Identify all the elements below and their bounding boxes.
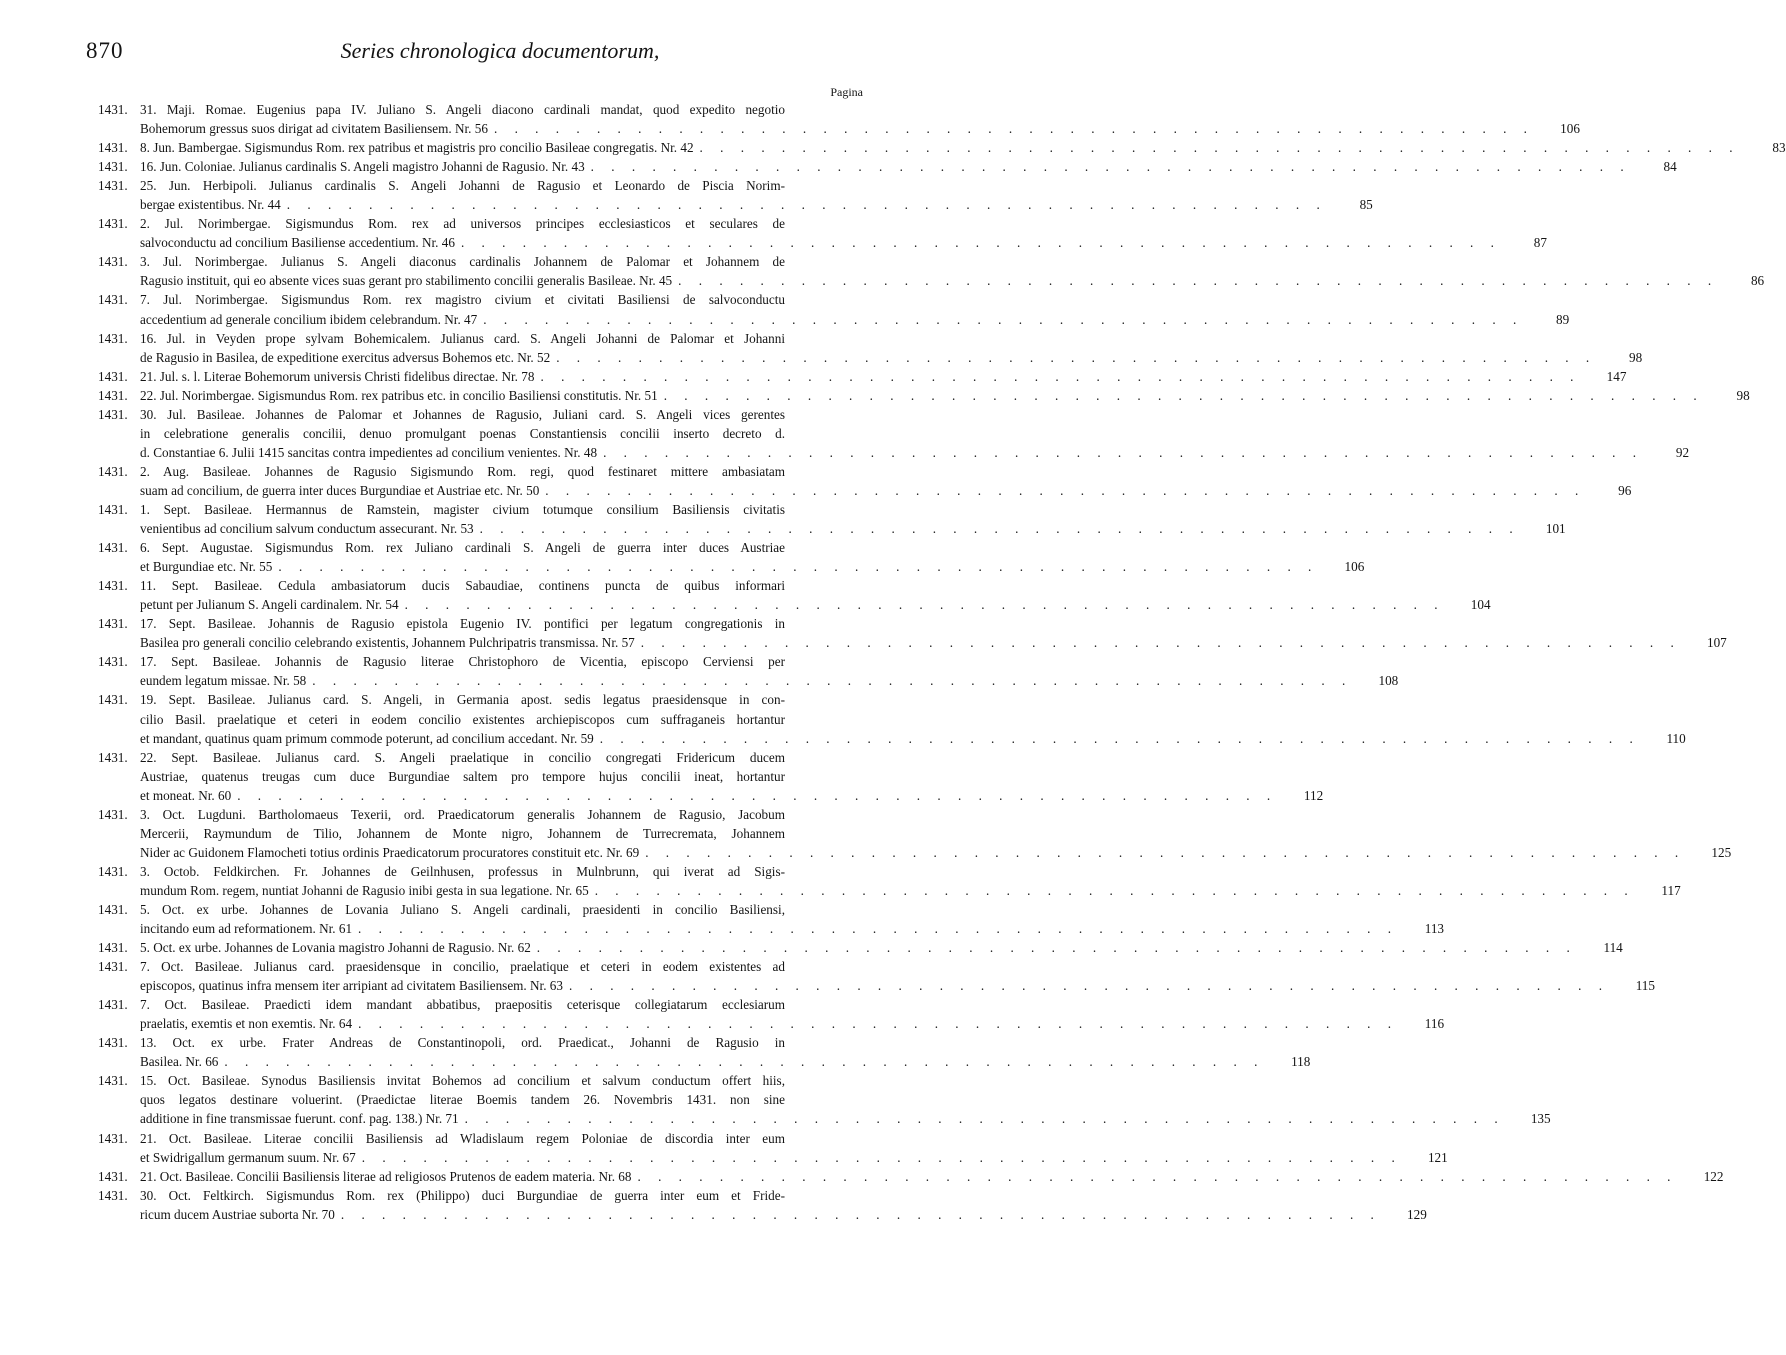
document-entry — [98, 100, 1580, 138]
entry-year: 1431. — [98, 1073, 128, 1089]
leader-dots: . . . . . . . . . . . . . . . . . . . . . . . . . . . . . . . . . . . . . . . . . . . . . . . . . . . — [590, 159, 1631, 175]
page-reference: 89 — [1556, 311, 1570, 327]
leader-dots: . . . . . . . . . . . . . . . . . . . . . . . . . . . . . . . . . . . . . . . . . . . . . . . . . . . — [460, 235, 1501, 251]
entry-text — [140, 900, 1445, 938]
entry-line: 5. Oct. ex urbe. Johannes de Lovania magistro Johanni de Ragusio. Nr. 62 — [140, 940, 531, 956]
entry-line: petunt per Julianum S. Angeli cardinalem. Nr. 54 — [140, 597, 399, 613]
entry-year: 1431. — [98, 654, 128, 670]
leader-dots: . . . . . . . . . . . . . . . . . . . . . . . . . . . . . . . . . . . . . . . . . . . . . . . . . . . — [637, 1168, 1678, 1184]
entry-year: 1431. — [98, 578, 128, 594]
document-entry — [98, 462, 1632, 500]
entry-line: accedentium ad generale concilium ibidem celebrandum. Nr. 47 — [140, 311, 478, 327]
entry-text — [140, 1071, 1551, 1128]
entry-year: 1431. — [98, 406, 128, 422]
entry-year: 1431. — [98, 692, 128, 708]
document-entry — [98, 805, 1732, 862]
page-reference: 129 — [1407, 1206, 1427, 1222]
leader-dots: . . . . . . . . . . . . . . . . . . . . . . . . . . . . . . . . . . . . . . . . . . . . . . . . . . . — [663, 387, 1704, 403]
page-reference: 107 — [1706, 635, 1727, 651]
entry-text — [140, 1033, 1311, 1071]
entry-line: 17. Sept. Basileae. Johannis de Ragusio literae Christophoro de Vicentia, episcopo Cerviensi per — [140, 654, 785, 670]
document-entry — [98, 214, 1547, 252]
document-entry — [98, 329, 1643, 367]
entry-line: venientibus ad concilium salvum conductum assecurant. Nr. 53 — [140, 521, 474, 537]
entry-line: 16. Jun. Coloniae. Julianus cardinalis S. Angeli magistro Johanni de Ragusio. Nr. 43 — [140, 159, 585, 175]
entry-text — [140, 1167, 1724, 1186]
entry-line: quos legatos destinare voluerint. (Praedictae literae Boemis tandem 26. Novembris 1431. non sine — [140, 1092, 785, 1108]
entry-line: 3. Jul. Norimbergae. Julianus S. Angeli diaconus cardinalis Johannem de Palomar et Johannem de — [140, 254, 785, 270]
entry-text — [140, 214, 1547, 252]
leader-dots: . . . . . . . . . . . . . . . . . . . . . . . . . . . . . . . . . . . . . . . . . . . . . . . . . . . — [464, 1111, 1505, 1127]
leader-dots: . . . . . . . . . . . . . . . . . . . . . . . . . . . . . . . . . . . . . . . . . . . . . . . . . . . — [493, 121, 1534, 137]
entry-text — [140, 805, 1732, 862]
leader-dots: . . . . . . . . . . . . . . . . . . . . . . . . . . . . . . . . . . . . . . . . . . . . . . . . . . . — [540, 368, 1581, 384]
entry-text — [140, 252, 1765, 290]
leader-dots: . . . . . . . . . . . . . . . . . . . . . . . . . . . . . . . . . . . . . . . . . . . . . . . . . . . — [286, 197, 1327, 213]
document-entry — [98, 386, 1750, 405]
entry-line: salvoconductu ad concilium Basiliense accedentium. Nr. 46 — [140, 235, 455, 251]
entry-year: 1431. — [98, 616, 128, 632]
entry-text — [140, 538, 1365, 576]
entry-text — [140, 462, 1632, 500]
page-reference: 98 — [1736, 387, 1750, 403]
document-entry — [98, 614, 1727, 652]
entry-line: 11. Sept. Basileae. Cedula ambasiatorum ducis Sabaudiae, continens puncta de quibus informari — [140, 578, 785, 594]
leader-dots: . . . . . . . . . . . . . . . . . . . . . . . . . . . . . . . . . . . . . . . . . . . . . . . . . . . — [358, 921, 1399, 937]
leader-dots: . . . . . . . . . . . . . . . . . . . . . . . . . . . . . . . . . . . . . . . . . . . . . . . . . . . — [479, 521, 1520, 537]
entry-line: Nider ac Guidonem Flamocheti totius ordinis Praedicatorum procuratores constituit etc. Nr. 69 — [140, 844, 640, 860]
entry-line: 21. Oct. Basileae. Concilii Basiliensis literae ad religiosos Prutenos de eadem materia. Nr. 68 — [140, 1168, 632, 1184]
document-entry — [98, 500, 1566, 538]
entry-line: 19. Sept. Basileae. Julianus card. S. Angeli, in Germania apost. sedis legatus praesidensque in con- — [140, 692, 785, 708]
document-entry — [98, 290, 1570, 328]
pagina-column-label: Pagina — [830, 85, 863, 99]
page-reference: 86 — [1750, 273, 1765, 289]
document-list — [98, 100, 1786, 1224]
document-entry — [98, 938, 1623, 957]
document-entry — [98, 538, 1365, 576]
entry-year: 1431. — [98, 254, 128, 270]
entry-year: 1431. — [98, 292, 128, 308]
document-entry — [98, 176, 1373, 214]
page-reference: 83 — [1772, 140, 1786, 156]
entry-year: 1431. — [98, 368, 128, 384]
entry-year: 1431. — [98, 1035, 128, 1051]
entry-year: 1431. — [98, 806, 128, 822]
leader-dots: . . . . . . . . . . . . . . . . . . . . . . . . . . . . . . . . . . . . . . . . . . . . . . . . . . . — [224, 1054, 1265, 1070]
entry-line: 5. Oct. ex urbe. Johannes de Lovania Juliano S. Angeli cardinali, praesidenti in concilio Basiliensi, — [140, 901, 785, 917]
entry-line: 2. Aug. Basileae. Johannes de Ragusio Sigismundo Rom. regi, quod festinaret mittere ambasiatam — [140, 463, 785, 479]
document-entry — [98, 576, 1491, 614]
document-entry — [98, 862, 1681, 900]
entry-line: praelatis, exemtis et non exemtis. Nr. 64 — [140, 1016, 353, 1032]
page-reference: 85 — [1359, 197, 1373, 213]
leader-dots: . . . . . . . . . . . . . . . . . . . . . . . . . . . . . . . . . . . . . . . . . . . . . . . . . . . — [645, 844, 1686, 860]
entry-year: 1431. — [98, 159, 128, 175]
document-entry — [98, 405, 1690, 462]
entry-line: 7. Oct. Basileae. Praedicti idem mandant abbatibus, praepositis ceterisque collegiatarum ecclesiarum — [140, 997, 785, 1013]
entry-line: 7. Oct. Basileae. Julianus card. praesidensque in concilio, praelatique et ceteri in eodem existentes ad — [140, 959, 785, 975]
entry-year: 1431. — [98, 1168, 128, 1184]
entry-text — [140, 862, 1681, 900]
entry-line: 7. Jul. Norimbergae. Sigismundus Rom. rex magistro civium et civitati Basiliensi de salvoconductu — [140, 292, 785, 308]
entry-text — [140, 405, 1690, 462]
entry-line: Bohemorum gressus suos dirigat ad civitatem Basiliensem. Nr. 56 — [140, 121, 488, 137]
page-reference: 101 — [1545, 521, 1566, 537]
page-reference: 116 — [1424, 1016, 1445, 1032]
page-reference: 121 — [1427, 1149, 1448, 1165]
entry-line: 15. Oct. Basileae. Synodus Basiliensis invitat Bohemos ad concilium et salvum conductum offert hiis, — [140, 1073, 785, 1089]
page-reference: 117 — [1661, 882, 1681, 898]
entry-line: 2. Jul. Norimbergae. Sigismundus Rom. rex ad universos principes ecclesiasticos et seculares de — [140, 216, 785, 232]
leader-dots: . . . . . . . . . . . . . . . . . . . . . . . . . . . . . . . . . . . . . . . . . . . . . . . . . . . — [361, 1149, 1402, 1165]
document-entry — [98, 1167, 1724, 1186]
leader-dots: . . . . . . . . . . . . . . . . . . . . . . . . . . . . . . . . . . . . . . . . . . . . . . . . . . . — [569, 978, 1609, 994]
entry-line: 13. Oct. ex urbe. Frater Andreas de Constantinopoli, ord. Praedicat., Johanni de Ragusio in — [140, 1035, 785, 1051]
document-entry — [98, 748, 1324, 805]
leader-dots: . . . . . . . . . . . . . . . . . . . . . . . . . . . . . . . . . . . . . . . . . . . . . . . . . . . — [556, 349, 1597, 365]
entry-year: 1431. — [98, 863, 128, 879]
page-reference: 106 — [1344, 559, 1365, 575]
entry-line: d. Constantiae 6. Julii 1415 sancitas contra impedientes ad concilium venientes. Nr. 48 — [140, 444, 598, 460]
document-entry — [98, 690, 1686, 747]
entry-year: 1431. — [98, 1187, 128, 1203]
entry-line: Mercerii, Raymundum de Tilio, Johannem de Monte nigro, Johannem de Turrecremata, Johannem — [140, 825, 785, 841]
page-reference: 106 — [1560, 121, 1580, 137]
entry-year: 1431. — [98, 940, 128, 956]
page-reference: 114 — [1603, 940, 1623, 956]
document-entry — [98, 1071, 1551, 1128]
document-entry — [98, 900, 1445, 938]
leader-dots: . . . . . . . . . . . . . . . . . . . . . . . . . . . . . . . . . . . . . . . . . . . . . . . . . . . — [640, 635, 1681, 651]
entry-year: 1431. — [98, 540, 128, 556]
entry-text — [140, 367, 1627, 386]
leader-dots: . . . . . . . . . . . . . . . . . . . . . . . . . . . . . . . . . . . . . . . . . . . . . . . . . . . — [278, 559, 1319, 575]
entry-year: 1431. — [98, 463, 128, 479]
entry-line: 21. Oct. Basileae. Literae concilii Basiliensis ad Wladislaum regem Poloniae de discordia inter eum — [140, 1130, 785, 1146]
page-reference: 122 — [1703, 1168, 1724, 1184]
document-entry — [98, 367, 1627, 386]
document-entry — [98, 957, 1655, 995]
entry-line: 31. Maji. Romae. Eugenius papa IV. Juliano S. Angeli diacono cardinali mandat, quod expedito negotio — [140, 102, 785, 117]
entry-year: 1431. — [98, 749, 128, 765]
document-entry — [98, 1186, 1427, 1224]
entry-line: ricum ducem Austriae suborta Nr. 70 — [140, 1206, 335, 1222]
page-reference: 115 — [1635, 978, 1655, 994]
leader-dots: . . . . . . . . . . . . . . . . . . . . . . . . . . . . . . . . . . . . . . . . . . . . . . . . . . . — [594, 882, 1635, 898]
entry-text — [140, 100, 1580, 138]
entry-year: 1431. — [98, 102, 128, 117]
leader-dots: . . . . . . . . . . . . . . . . . . . . . . . . . . . . . . . . . . . . . . . . . . . . . . . . . . . — [358, 1016, 1399, 1032]
entry-text — [140, 690, 1686, 747]
page-reference: 96 — [1618, 482, 1632, 498]
entry-line: Basilea pro generali concilio celebrando existentis, Johannem Pulchripatris transmissa. Nr. 57 — [140, 635, 635, 651]
entry-line: 22. Sept. Basileae. Julianus card. S. Angeli praelatique in concilio congregati Fridericum ducem — [140, 749, 785, 765]
entry-text — [140, 290, 1570, 328]
entry-text — [140, 652, 1399, 690]
leader-dots: . . . . . . . . . . . . . . . . . . . . . . . . . . . . . . . . . . . . . . . . . . . . . . . . . . . — [599, 730, 1640, 746]
entry-line: 21. Jul. s. l. Literae Bohemorum universis Christi fidelibus directae. Nr. 78 — [140, 368, 535, 384]
running-title: Series chronologica documentorum, — [340, 38, 660, 63]
entry-line: mundum Rom. regem, nuntiat Johanni de Ragusio inibi gesta in sua legatione. Nr. 65 — [140, 882, 589, 898]
entry-line: 22. Jul. Norimbergae. Sigismundus Rom. rex patribus etc. in concilio Basiliensi constitutis. Nr. 51 — [140, 387, 658, 403]
entry-year: 1431. — [98, 959, 128, 975]
page-reference: 87 — [1533, 235, 1547, 251]
document-entry — [98, 1033, 1311, 1071]
entry-line: Ragusio instituit, qui eo absente vices suas gerant pro stabilimento concilii generalis Basileae. Nr. 45 — [140, 273, 673, 289]
leader-dots: . . . . . . . . . . . . . . . . . . . . . . . . . . . . . . . . . . . . . . . . . . . . . . . . . . . — [603, 444, 1644, 460]
entry-year: 1431. — [98, 216, 128, 232]
entry-line: suam ad concilium, de guerra inter duces Burgundiae et Austriae etc. Nr. 50 — [140, 482, 540, 498]
entry-line: eundem legatum missae. Nr. 58 — [140, 673, 307, 689]
entry-text — [140, 1129, 1448, 1167]
document-entry — [98, 652, 1399, 690]
leader-dots: . . . . . . . . . . . . . . . . . . . . . . . . . . . . . . . . . . . . . . . . . . . . . . . . . . . — [340, 1206, 1381, 1222]
page-reference: 110 — [1666, 730, 1686, 746]
entry-year: 1431. — [98, 501, 128, 517]
entry-year: 1431. — [98, 387, 128, 403]
entry-line: 30. Oct. Feltkirch. Sigismundus Rom. rex (Philippo) duci Burgundiae de guerra inter eum et Fride- — [140, 1187, 785, 1203]
entry-line: bergae existentibus. Nr. 44 — [140, 197, 281, 213]
page-reference: 84 — [1663, 159, 1677, 175]
entry-line: et Swidrigallum germanum suum. Nr. 67 — [140, 1149, 356, 1165]
page-reference: 98 — [1628, 349, 1643, 365]
page-reference: 112 — [1303, 787, 1324, 803]
leader-dots: . . . . . . . . . . . . . . . . . . . . . . . . . . . . . . . . . . . . . . . . . . . . . . . . . . . — [404, 597, 1445, 613]
entry-line: 3. Oct. Lugduni. Bartholomaeus Texerii, ord. Praedicatorum generalis Johannem de Ragusio, Jacobum — [140, 806, 785, 822]
entry-line: episcopos, quatinus infra mensem iter arripiant ad civitatem Basiliensem. Nr. 63 — [140, 978, 563, 994]
entry-text — [140, 176, 1373, 214]
page-reference: 118 — [1291, 1054, 1311, 1070]
page-reference: 135 — [1530, 1111, 1551, 1127]
page-number: 870 — [86, 38, 124, 63]
page-reference: 92 — [1675, 444, 1690, 460]
entry-line: 3. Octob. Feldkirchen. Fr. Johannes de Geilnhusen, professus in Mulnbrunn, qui iverat ad Sigis- — [140, 863, 785, 879]
entry-text — [140, 614, 1727, 652]
entry-line: Austriae, quatenus treugas cum duce Burgundiae saltem pro tempore hujus concilii ineat, hortantur — [140, 768, 785, 784]
document-entry — [98, 995, 1445, 1033]
entry-year: 1431. — [98, 1130, 128, 1146]
leader-dots: . . . . . . . . . . . . . . . . . . . . . . . . . . . . . . . . . . . . . . . . . . . . . . . . . . . — [545, 482, 1586, 498]
entry-line: de Ragusio in Basilea, de expeditione exercitus adversus Bohemos etc. Nr. 52 — [140, 349, 551, 365]
entry-line: Basilea. Nr. 66 — [140, 1054, 219, 1070]
entry-year: 1431. — [98, 997, 128, 1013]
entry-line: et moneat. Nr. 60 — [140, 787, 232, 803]
document-entry — [98, 252, 1765, 290]
entry-line: 8. Jun. Bambergae. Sigismundus Rom. rex patribus et magistris pro concilio Basileae congregatis. Nr. 42 — [140, 140, 694, 156]
entry-line: 1. Sept. Basileae. Hermannus de Ramstein, magister civium totumque consilium Basiliensis civitatis — [140, 501, 785, 517]
entry-year: 1431. — [98, 178, 128, 194]
leader-dots: . . . . . . . . . . . . . . . . . . . . . . . . . . . . . . . . . . . . . . . . . . . . . . . . . . . — [678, 273, 1719, 289]
entry-text — [140, 138, 1786, 157]
entry-text — [140, 1186, 1427, 1224]
document-entry — [98, 138, 1786, 157]
page-reference: 104 — [1470, 597, 1491, 613]
leader-dots: . . . . . . . . . . . . . . . . . . . . . . . . . . . . . . . . . . . . . . . . . . . . . . . . . . . — [312, 673, 1353, 689]
entry-text — [140, 748, 1324, 805]
entry-text — [140, 957, 1655, 995]
entry-text — [140, 995, 1445, 1033]
entry-year: 1431. — [98, 901, 128, 917]
entry-line: et mandant, quatinus quam primum commode poterunt, ad concilium accedant. Nr. 59 — [140, 730, 594, 746]
page-reference: 125 — [1711, 844, 1732, 860]
entry-text — [140, 386, 1750, 405]
entry-text — [140, 576, 1491, 614]
entry-line: additione in fine transmissae fuerunt. conf. pag. 138.) Nr. 71 — [140, 1111, 459, 1127]
leader-dots: . . . . . . . . . . . . . . . . . . . . . . . . . . . . . . . . . . . . . . . . . . . . . . . . . . . — [237, 787, 1278, 803]
page-reference: 147 — [1606, 368, 1627, 384]
entry-text — [140, 329, 1643, 367]
document-entry — [98, 1129, 1448, 1167]
entry-line: 25. Jun. Herbipoli. Julianus cardinalis S. Angeli Johanni de Ragusio et Leonardo de Piscia Norim- — [140, 178, 785, 194]
page-reference: 113 — [1424, 921, 1445, 937]
entry-text — [140, 938, 1623, 957]
entry-line: incitando eum ad reformationem. Nr. 61 — [140, 921, 353, 937]
entry-line: 30. Jul. Basileae. Johannes de Palomar et Johannes de Ragusio, Juliani card. S. Angeli vices gerentes — [140, 406, 785, 422]
leader-dots: . . . . . . . . . . . . . . . . . . . . . . . . . . . . . . . . . . . . . . . . . . . . . . . . . . . — [699, 140, 1740, 156]
entry-text — [140, 157, 1677, 176]
entry-line: 6. Sept. Augustae. Sigismundus Rom. rex Juliano cardinali S. Angeli de guerra inter duces Austriae — [140, 540, 785, 556]
entry-line: in celebratione generalis concilii, denuo promulgant poenas Constantiensis concilii inserto decreto d. — [140, 425, 785, 441]
entry-line: 17. Sept. Basileae. Johannis de Ragusio epistola Eugenio IV. pontifici per legatum congregationis in — [140, 616, 785, 632]
entry-line: 16. Jul. in Veyden prope sylvam Bohemicalem. Julianus card. S. Angeli Johanni de Palomar et Johanni — [140, 330, 785, 346]
entry-year: 1431. — [98, 140, 128, 156]
leader-dots: . . . . . . . . . . . . . . . . . . . . . . . . . . . . . . . . . . . . . . . . . . . . . . . . . . . — [483, 311, 1524, 327]
leader-dots: . . . . . . . . . . . . . . . . . . . . . . . . . . . . . . . . . . . . . . . . . . . . . . . . . . . — [536, 940, 1577, 956]
page-reference: 108 — [1378, 673, 1399, 689]
entry-text — [140, 500, 1566, 538]
entry-line: cilio Basil. praelatique et ceteri in eodem concilio existentes archiepiscopos cum suffraganeis hortantur — [140, 711, 785, 727]
entry-line: et Burgundiae etc. Nr. 55 — [140, 559, 273, 575]
entry-year: 1431. — [98, 330, 128, 346]
document-entry — [98, 157, 1677, 176]
